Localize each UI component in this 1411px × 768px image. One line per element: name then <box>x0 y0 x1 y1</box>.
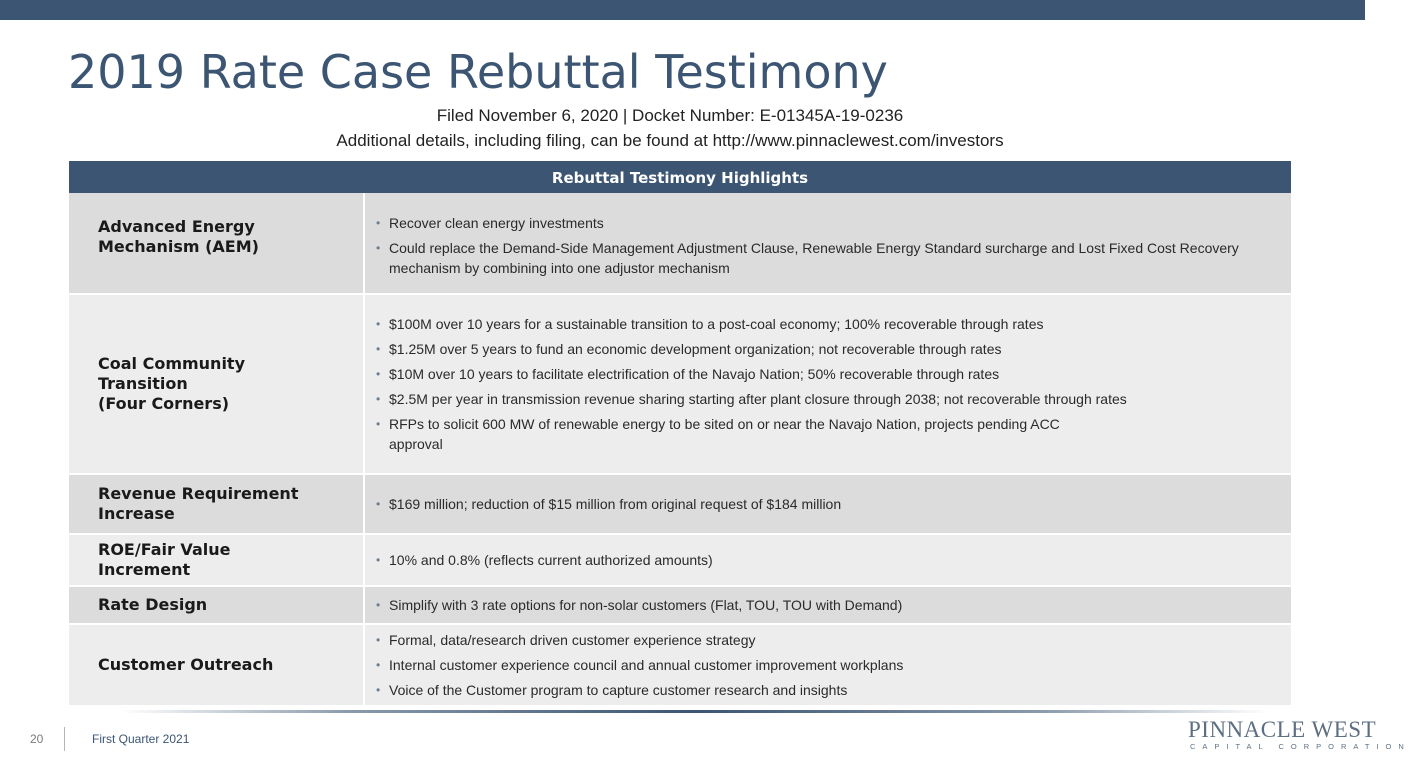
row-content <box>365 475 1291 533</box>
filing-info: Filed November 6, 2020 | Docket Number: E-01345A-19-0236 <box>436 106 904 125</box>
row-content <box>365 625 1291 705</box>
table-row <box>69 535 1291 587</box>
list-item: • $1.25M over 5 years to fund an economic development organization; not recoverable through rates <box>375 339 1277 359</box>
list-item: • Simplify with 3 rate options for non-solar customers (Flat, TOU, TOU with Demand) <box>375 595 1277 615</box>
footer-rule <box>120 710 1270 713</box>
row-label: Revenue Requirement Increase <box>69 475 365 533</box>
bullet-list <box>375 213 1277 278</box>
list-item: • Could replace the Demand-Side Management Adjustment Clause, Renewable Energy Standard surcharge and Lost Fixed Cost Recovery mechanism by combining into one adjustor mechanism <box>375 238 1277 278</box>
list-item: • $10M over 10 years to facilitate electrification of the Navajo Nation; 50% recoverable through rates <box>375 364 1277 384</box>
footer-divider <box>64 727 65 751</box>
list-item: • RFPs to solicit 600 MW of renewable energy to be sited on or near the Navajo Nation, projects pending ACC approval <box>375 414 1069 454</box>
page-number: 20 <box>30 732 44 746</box>
list-item: • Recover clean energy investments <box>375 213 1277 233</box>
row-label: Advanced Energy Mechanism (AEM) <box>69 193 365 293</box>
list-item: • Formal, data/research driven customer experience strategy <box>375 630 1277 650</box>
bullet-list <box>375 630 1277 700</box>
row-label: Rate Design <box>69 587 365 623</box>
footer-period-label: First Quarter 2021 <box>92 732 190 746</box>
row-content <box>365 535 1291 585</box>
table-row <box>69 625 1291 705</box>
list-item: • 10% and 0.8% (reflects current authorized amounts) <box>375 550 1277 570</box>
list-item: • $100M over 10 years for a sustainable transition to a post-coal economy; 100% recoverable through rates <box>375 314 1277 334</box>
bullet-list <box>375 494 1277 514</box>
row-content <box>365 193 1291 293</box>
page-title: 2019 Rate Case Rebuttal Testimony <box>68 45 888 99</box>
row-label: Customer Outreach <box>69 625 365 705</box>
row-content <box>365 587 1291 623</box>
table-row <box>69 295 1291 475</box>
bullet-list <box>375 550 1277 570</box>
table-header: Rebuttal Testimony Highlights <box>69 161 1291 193</box>
table-row <box>69 193 1291 295</box>
logo-wordmark: PINNACLE WEST <box>1188 717 1377 742</box>
top-banner-bar <box>0 0 1365 20</box>
list-item: • $169 million; reduction of $15 million from original request of $184 million <box>375 494 1277 514</box>
list-item: • Internal customer experience council and annual customer improvement workplans <box>375 655 1277 675</box>
highlights-table <box>69 161 1291 705</box>
bullet-list <box>375 314 1277 454</box>
row-label: Coal Community Transition (Four Corners) <box>69 295 365 473</box>
row-label: ROE/Fair Value Increment <box>69 535 365 585</box>
logo-tagline: CAPITAL CORPORATION <box>1190 742 1411 751</box>
list-item: • Voice of the Customer program to capture customer research and insights <box>375 680 1277 700</box>
table-row <box>69 475 1291 535</box>
row-content <box>365 295 1291 473</box>
company-logo <box>1188 717 1411 754</box>
list-item: • $2.5M per year in transmission revenue sharing starting after plant closure through 2038; not recoverable through rates <box>375 389 1277 409</box>
bullet-list <box>375 595 1277 615</box>
table-row <box>69 587 1291 625</box>
details-link-text: Additional details, including filing, can be found at http://www.pinnaclewest.com/investors <box>336 131 1004 150</box>
